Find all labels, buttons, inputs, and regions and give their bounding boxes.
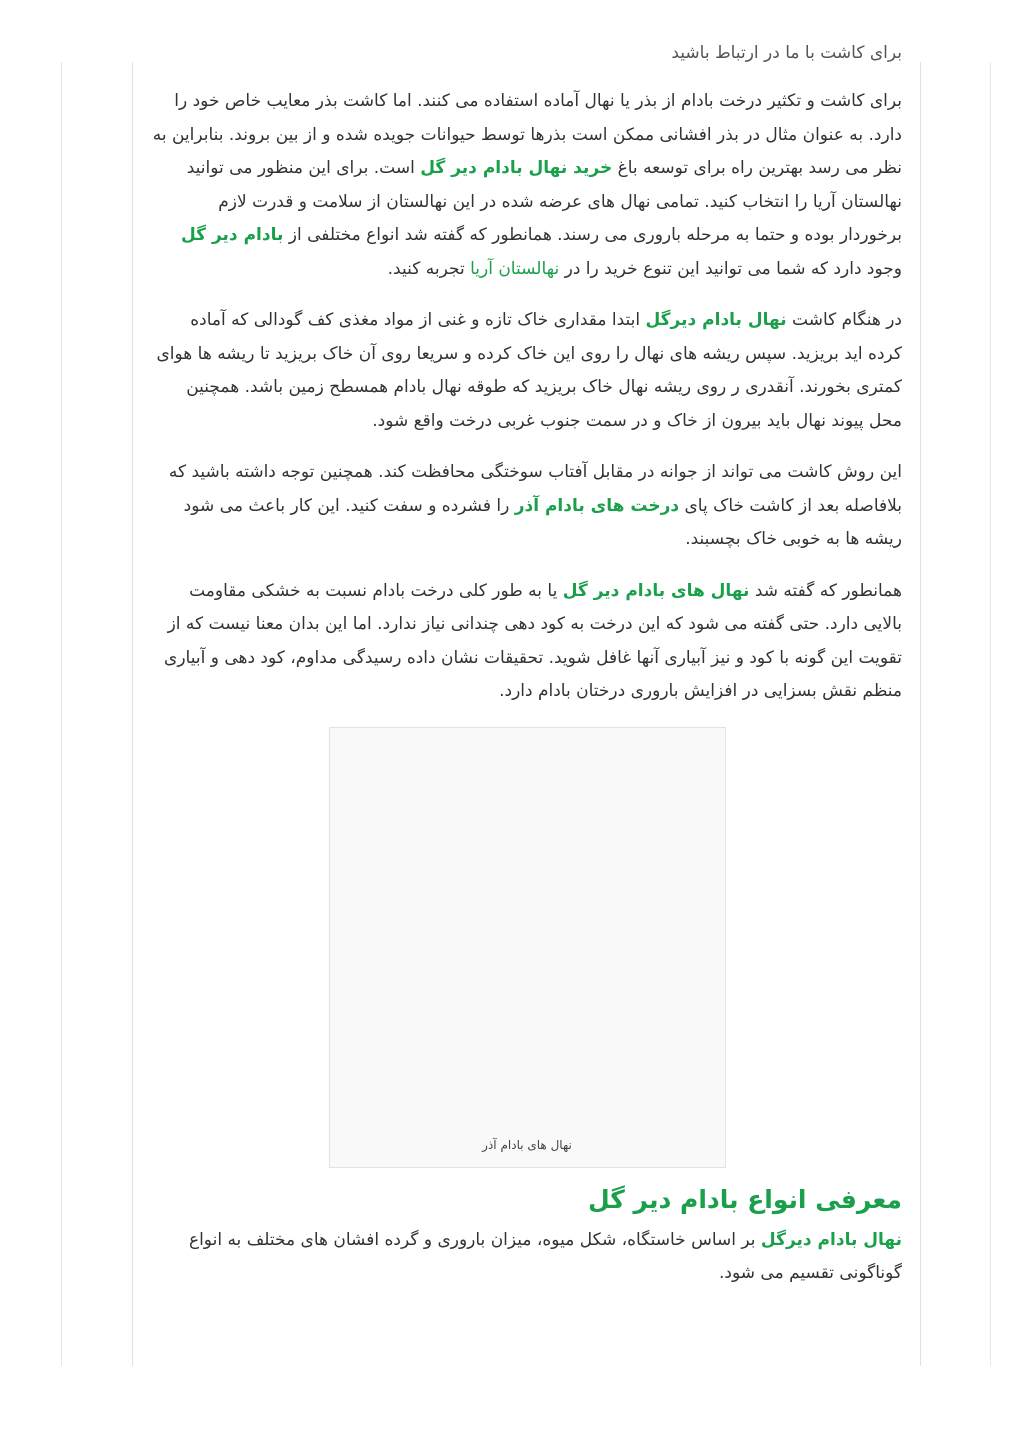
article-body: [152, 43, 902, 1309]
paragraph-2-text-a: در هنگام کاشت: [786, 310, 902, 330]
link-azar-almond-trees[interactable]: درخت های بادام آذر: [514, 495, 680, 516]
paragraph-4-text-a: همانطور که گفته شد: [749, 580, 902, 601]
paragraph-3: [152, 456, 902, 557]
link-late-almond-sapling-2[interactable]: نهال بادام دیرگل: [760, 1229, 902, 1250]
paragraph-4-text-b: یا به طور کلی درخت بادام نسبت به خشکی مقاومت بالایی دارد. حتی گفته می شود که این درخت به کود دهی چندانی نیاز ندارد. اما این بدان معنا نیست که از تقویت این گونه با کود و نیز آبیاری آنها غافل شوید. تحقیقات نشان داده رسیدگی مداوم، کود دهی و آبیاری منظم نقش بسزایی در افزایش باروری درختان بادام دارد.: [164, 580, 902, 701]
paragraph-1-text-c: وجود دارد که شما می توانید این تنوع خرید را در: [559, 258, 902, 279]
paragraph-4: [152, 575, 902, 709]
paragraph-2: [152, 304, 902, 438]
clipped-top-text: برای کاشت با ما در ارتباط باشید: [671, 43, 902, 63]
paragraph-5: [152, 1224, 902, 1291]
link-late-almond-sapling[interactable]: نهال بادام دیرگل: [645, 310, 787, 330]
link-late-almond-saplings[interactable]: نهال های بادام دیر گل: [562, 580, 750, 601]
paragraph-2-text-b: ابتدا مقداری خاک تازه و غنی از مواد مغذی کف گودالی که آماده کرده اید بریزید. سپس ریشه های نهال را روی این خاک کرده و سریعا روی آن خاک بریزید تا ریشه ها هوای کمتری بخورند. آنقدری ر روی ریشه نهال خاک بریزید که طوقه نهال بادام همسطح زمین باشد. همچنین محل پیوند نهال باید بیرون از خاک و در سمت جنوب غربی درخت واقع شود.: [156, 310, 902, 431]
link-aria-nursery[interactable]: نهالستان آریا: [470, 258, 560, 279]
paragraph-1-text-b: است. برای این منظور می توانید نهالستان آریا را انتخاب کنید. تمامی نهال های عرضه شده در این نهالستان از سلامت و قدرت لازم برخوردار بوده و حتما به مرحله باروری می رسند. همانطور که گفته شد انواع مختلفی از: [186, 158, 902, 245]
paragraph-1-text-a: برای کاشت و تکثیر درخت بادام از بذر یا نهال آماده استفاده می کنند. اما کاشت بذر معایب خاص خود را دارد. به عنوان مثال در بذر افشانی ممکن است بذرها توسط حیوانات جویده شده و از بین بروند. بنابراین به نظر می رسد بهترین راه برای توسعه باغ: [152, 91, 902, 178]
paragraph-1: [152, 62, 902, 286]
article-card: [132, 43, 921, 1366]
link-late-almond[interactable]: بادام دیر گل: [181, 225, 284, 245]
article-image: [329, 727, 726, 1168]
paragraph-3-text-a: این روش کاشت می تواند از جوانه در مقابل آفتاب سوختگی محافظت کند. همچنین توجه داشته باشید که بلافاصله بعد از کاشت خاک پای: [168, 462, 902, 516]
paragraph-5-text-a: بر اساس خاستگاه، شکل میوه، میزان باروری و گرده افشان های مختلف به انواع گوناگونی تقسیم می شود.: [188, 1229, 902, 1283]
image-caption: نهال های بادام آذر: [482, 1137, 572, 1152]
link-buy-late-almond-sapling[interactable]: خرید نهال بادام دیر گل: [420, 158, 613, 178]
paragraph-3-text-b: را فشرده و سفت کنید. این کار باعث می شود ریشه ها به خوبی خاک بچسبند.: [183, 495, 902, 549]
paragraph-1-text-d: تجربه کنید.: [387, 258, 471, 279]
section-heading: معرفی انواع بادام دیر گل: [587, 1184, 902, 1214]
